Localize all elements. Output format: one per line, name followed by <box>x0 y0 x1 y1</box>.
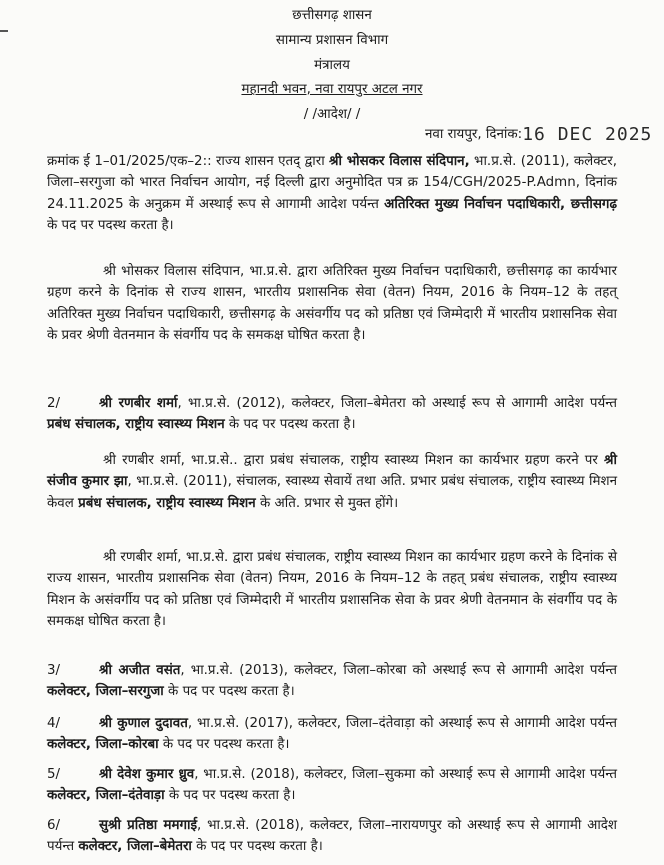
order-paragraph-7 <box>47 713 617 756</box>
item-number: 3/ <box>47 663 61 678</box>
post-name: कलेक्टर, जिला–कोरबा <box>47 737 159 753</box>
text: श्री रणबीर शर्मा, भा.प्र.से. द्वारा प्रबंध संचालक, राष्ट्रीय स्वास्थ्य मिशन का कार्यभार ग्रहण करने के दिनांक से राज्य शासन, भारतीय प्रशासनिक सेवा (वेतन) नियम, 2016 के नियम–12 के तहत् प्रबंध संचालक, राष्ट्रीय स्वास्थ्य मिशन के असंवर्गीय पद को प्रतिष्ठा एवं जिम्मेदारी में भारतीय प्रशासनिक सेवा के प्रवर श्रेणी वेतनमान के संवर्गीय पद के समकक्ष घोषित करता है। <box>47 550 617 629</box>
order-paragraph-3 <box>47 393 617 436</box>
text: श्री रणबीर शर्मा, भा.प्र.से.. द्वारा प्रबंध संचालक, राष्ट्रीय स्वास्थ्य मिशन का कार्यभार ग्रहण करने पर <box>103 453 605 468</box>
order-paragraph-9 <box>47 815 617 858</box>
text: श्री भोसकर विलास संदिपान, भा.प्र.से. द्वारा अतिरिक्त मुख्य निर्वाचन पदाधिकारी, छत्तीसगढ़ का कार्यभार ग्रहण करने के दिनांक से राज्य शासन, भारतीय प्रशासनिक सेवा (वेतन) नियम, 2016 के नियम–12 के तहत् अतिरिक्त मुख्य निर्वाचन पदाधिकारी, छत्तीसगढ़ के असंवर्गीय पद को प्रतिष्ठा एवं जिम्मेदारी में भारतीय प्रशासनिक सेवा के प्रवर श्रेणी वेतनमान के संवर्गीय पद के समकक्ष घोषित करता है। <box>47 264 617 343</box>
post-name: कलेक्टर, जिला–दंतेवाड़ा <box>47 788 165 804</box>
text: , भा.प्र.से. (2018), कलेक्टर, जिला–नारायणपुर को अस्थाई रूप से आगामी आदेश पर्यन्त <box>47 818 617 855</box>
order-paragraph-8 <box>47 764 617 807</box>
officer-name: श्री भोसकर विलास संदिपान, <box>329 154 470 169</box>
text: के पद पर पदस्थ करता है। <box>224 417 356 433</box>
post-name: प्रबंध संचालक, राष्ट्रीय स्वास्थ्य मिशन <box>47 417 225 433</box>
order-paragraph-2 <box>47 261 617 346</box>
text: , भा.प्र.से. (2017), कलेक्टर, जिला–दंतेवाड़ा को अस्थाई रूप से आगामी आदेश पर्यन्त <box>187 716 617 731</box>
item-number: 2/ <box>47 396 61 411</box>
post-name: कलेक्टर, जिला–सरगुजा <box>47 684 164 700</box>
government-name: छत्तीसगढ़ शासन <box>292 8 372 23</box>
post-name: अतिरिक्त मुख्य निर्वाचन पदाधिकारी, छत्तीसगढ़ <box>384 196 618 212</box>
text: के पद पर पदस्थ करता है। <box>158 737 290 753</box>
text: क्रमांक ई 1–01/2025/एक–2:: राज्य शासन एतद् द्वारा <box>47 154 330 169</box>
order-paragraph-4 <box>47 450 617 514</box>
item-number: 4/ <box>47 716 61 731</box>
text: भा.प्र.से. (2011), कलेक्टर, जिला–सरगुजा को भारत निर्वाचन आयोग, नई दिल्ली द्वारा अनुमोदित पत्र क्र 154/CGH/2025-P.Admn, दिनांक 24.11.2025 के अनुक्रम में अस्थाई रूप से आगामी आदेश पर्यन्त <box>47 154 617 212</box>
item-number: 5/ <box>47 767 61 782</box>
order-paragraph-6 <box>47 660 617 703</box>
order-paragraph-5 <box>47 547 617 632</box>
text: , भा.प्र.से. (2013), कलेक्टर, जिला–कोरबा को अस्थाई रूप से आगामी आदेश पर्यन्त <box>180 663 617 678</box>
order-heading: / /आदेश/ / <box>303 107 361 122</box>
order-paragraph-1 <box>47 151 617 236</box>
text: के पद पर पदस्थ करता है। <box>163 684 295 700</box>
officer-name: सुश्री प्रतिष्ठा ममगाई <box>99 818 198 833</box>
officer-name: श्री अजीत वसंत <box>99 663 181 678</box>
secretariat-name: मंत्रालय <box>314 58 350 73</box>
office-address: महानदी भवन, नवा रायपुर अटल नगर <box>241 82 423 97</box>
item-number: 6/ <box>47 818 61 833</box>
text: के अति. प्रभार से मुक्त होंगे। <box>255 495 399 511</box>
text: , भा.प्र.से. (2018), कलेक्टर, जिला–सुकमा को अस्थाई रूप से आगामी आदेश पर्यन्त <box>194 767 617 782</box>
date-stamp: 16 DEC 2025 <box>522 124 653 145</box>
text: के पद पर पदस्थ करता है। <box>191 839 323 855</box>
text: , भा.प्र.से. (2011), संचालक, स्वास्थ्य सेवायें तथा अति. प्रभार प्रबंध संचालक, राष्ट्रीय स्वास्थ्य मिशन केवल <box>47 474 617 511</box>
department-name: सामान्य प्रशासन विभाग <box>275 33 389 48</box>
date-line <box>425 124 652 145</box>
text: के पद पर पदस्थ करता है। <box>47 217 174 233</box>
post-name: प्रबंध संचालक, राष्ट्रीय स्वास्थ्य मिशन <box>78 495 256 511</box>
officer-name: श्री रणबीर शर्मा <box>99 396 178 411</box>
officer-name: श्री संजीव कुमार झा <box>47 453 617 490</box>
text: , भा.प्र.से. (2012), कलेक्टर, जिला–बेमेतरा को अस्थाई रूप से आगामी आदेश पर्यन्त <box>177 396 617 411</box>
date-place: नवा रायपुर, दिनांक: <box>425 127 523 142</box>
officer-name: श्री कुणाल दुदावत <box>99 716 188 731</box>
post-name: कलेक्टर, जिला–बेमेतरा <box>78 839 192 855</box>
text: के पद पर पदस्थ करता है। <box>164 788 296 804</box>
officer-name: श्री देवेश कुमार ध्रुव <box>99 767 195 782</box>
